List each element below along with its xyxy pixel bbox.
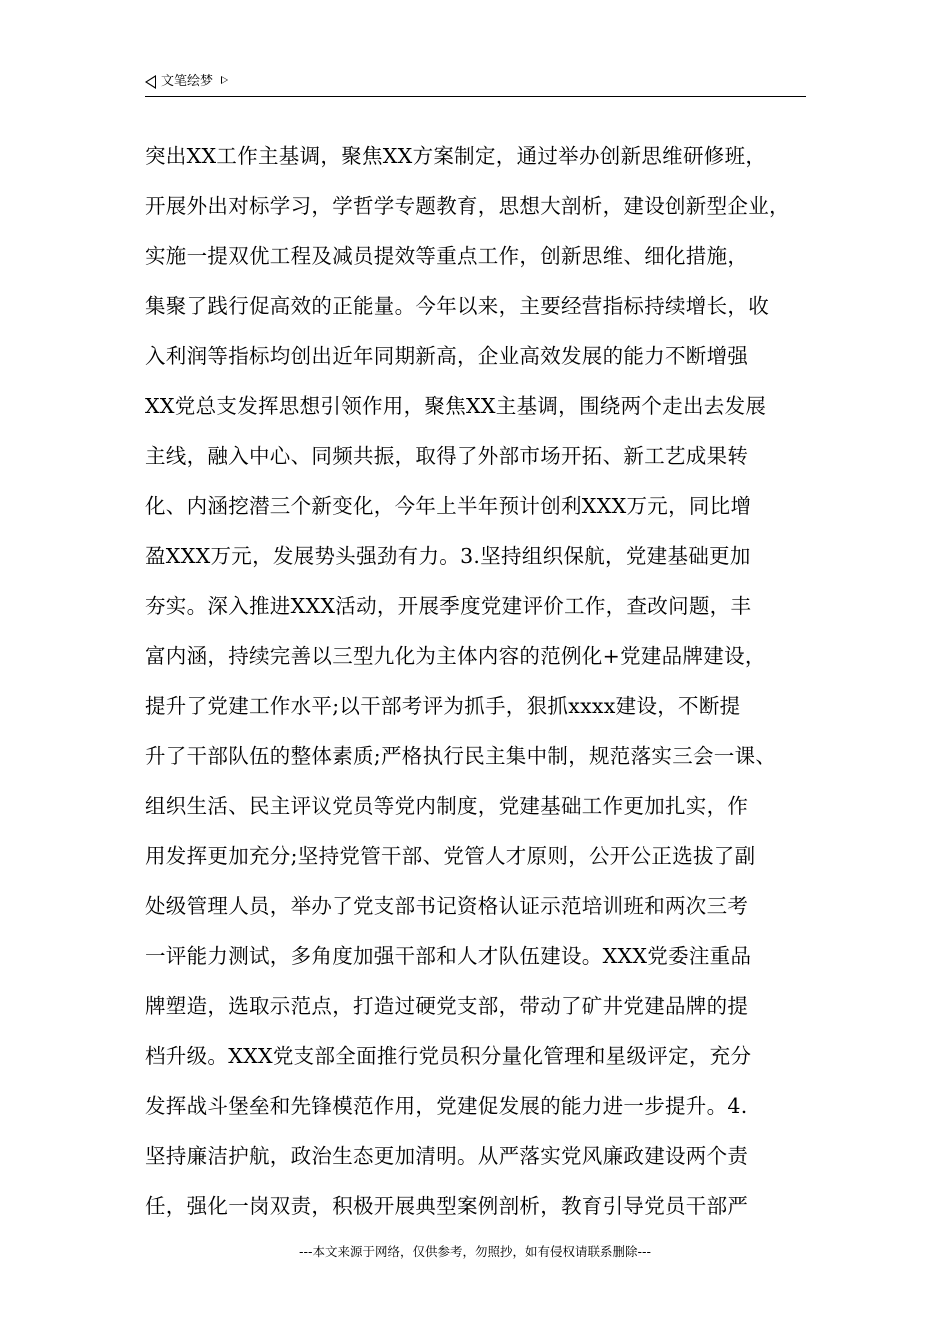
body-line: 组织生活、民主评议党员等党内制度，党建基础工作更加扎实，作 — [145, 794, 749, 818]
body-line: 任，强化一岗双责，积极开展典型案例剖析，教育引导党员干部严 — [145, 1194, 749, 1218]
body-line: 入利润等指标均创出近年同期新高，企业高效发展的能力不断增强 — [145, 344, 749, 368]
body-line: 用发挥更加充分;坚持党管干部、党管人才原则，公开公正选拔了副 — [145, 844, 756, 868]
body-line: 牌塑造，选取示范点，打造过硬党支部，带动了矿井党建品牌的提 — [145, 994, 749, 1018]
triangle-right-icon — [221, 76, 228, 84]
body-line: 处级管理人员，举办了党支部书记资格认证示范培训班和两次三考 — [145, 894, 749, 918]
footer-disclaimer: ---本文来源于网络，仅供参考，勿照抄，如有侵权请联系删除--- — [298, 1244, 652, 1259]
body-line: 盈XXX万元，发展势头强劲有力。3.坚持组织保航，党建基础更加 — [145, 544, 751, 568]
triangle-left-icon — [145, 75, 156, 89]
body-line: XX党总支发挥思想引领作用，聚焦XX主基调，围绕两个走出去发展 — [145, 394, 767, 418]
document-body — [145, 131, 825, 1231]
body-line: 夯实。深入推进XXX活动，开展季度党建评价工作，查改问题，丰 — [145, 594, 752, 618]
page-header — [145, 74, 806, 97]
body-line: 富内涵，持续完善以三型九化为主体内容的范例化+党建品牌建设， — [145, 644, 766, 668]
body-line: 主线，融入中心、同频共振，取得了外部市场开拓、新工艺成果转 — [145, 444, 749, 468]
body-line: 提升了党建工作水平;以干部考评为抓手，狠抓xxxx建设，不断提 — [145, 694, 741, 718]
body-line: 升了干部队伍的整体素质;严格执行民主集中制，规范落实三会一课、 — [145, 744, 777, 768]
body-line: 化、内涵挖潜三个新变化，今年上半年预计创利XXX万元，同比增 — [145, 494, 752, 518]
body-line: 集聚了践行促高效的正能量。今年以来，主要经营指标持续增长，收 — [145, 294, 769, 318]
body-line: 开展外出对标学习，学哲学专题教育，思想大剖析，建设创新型企业， — [145, 194, 790, 218]
body-line: 实施一提双优工程及减员提效等重点工作，创新思维、细化措施， — [145, 244, 749, 268]
body-line: 档升级。XXX党支部全面推行党员积分量化管理和星级评定，充分 — [145, 1044, 752, 1068]
body-line: 突出XX工作主基调，聚焦XX方案制定，通过举办创新思维研修班， — [145, 144, 767, 168]
body-line: 坚持廉洁护航，政治生态更加清明。从严落实党风廉政建设两个责 — [145, 1144, 749, 1168]
body-line: 一评能力测试，多角度加强干部和人才队伍建设。XXX党委注重品 — [145, 944, 752, 968]
body-line: 发挥战斗堡垒和先锋模范作用，党建促发展的能力进一步提升。4. — [145, 1094, 748, 1118]
header-brand — [145, 74, 228, 90]
header-title: 文笔绘梦 — [161, 74, 214, 89]
